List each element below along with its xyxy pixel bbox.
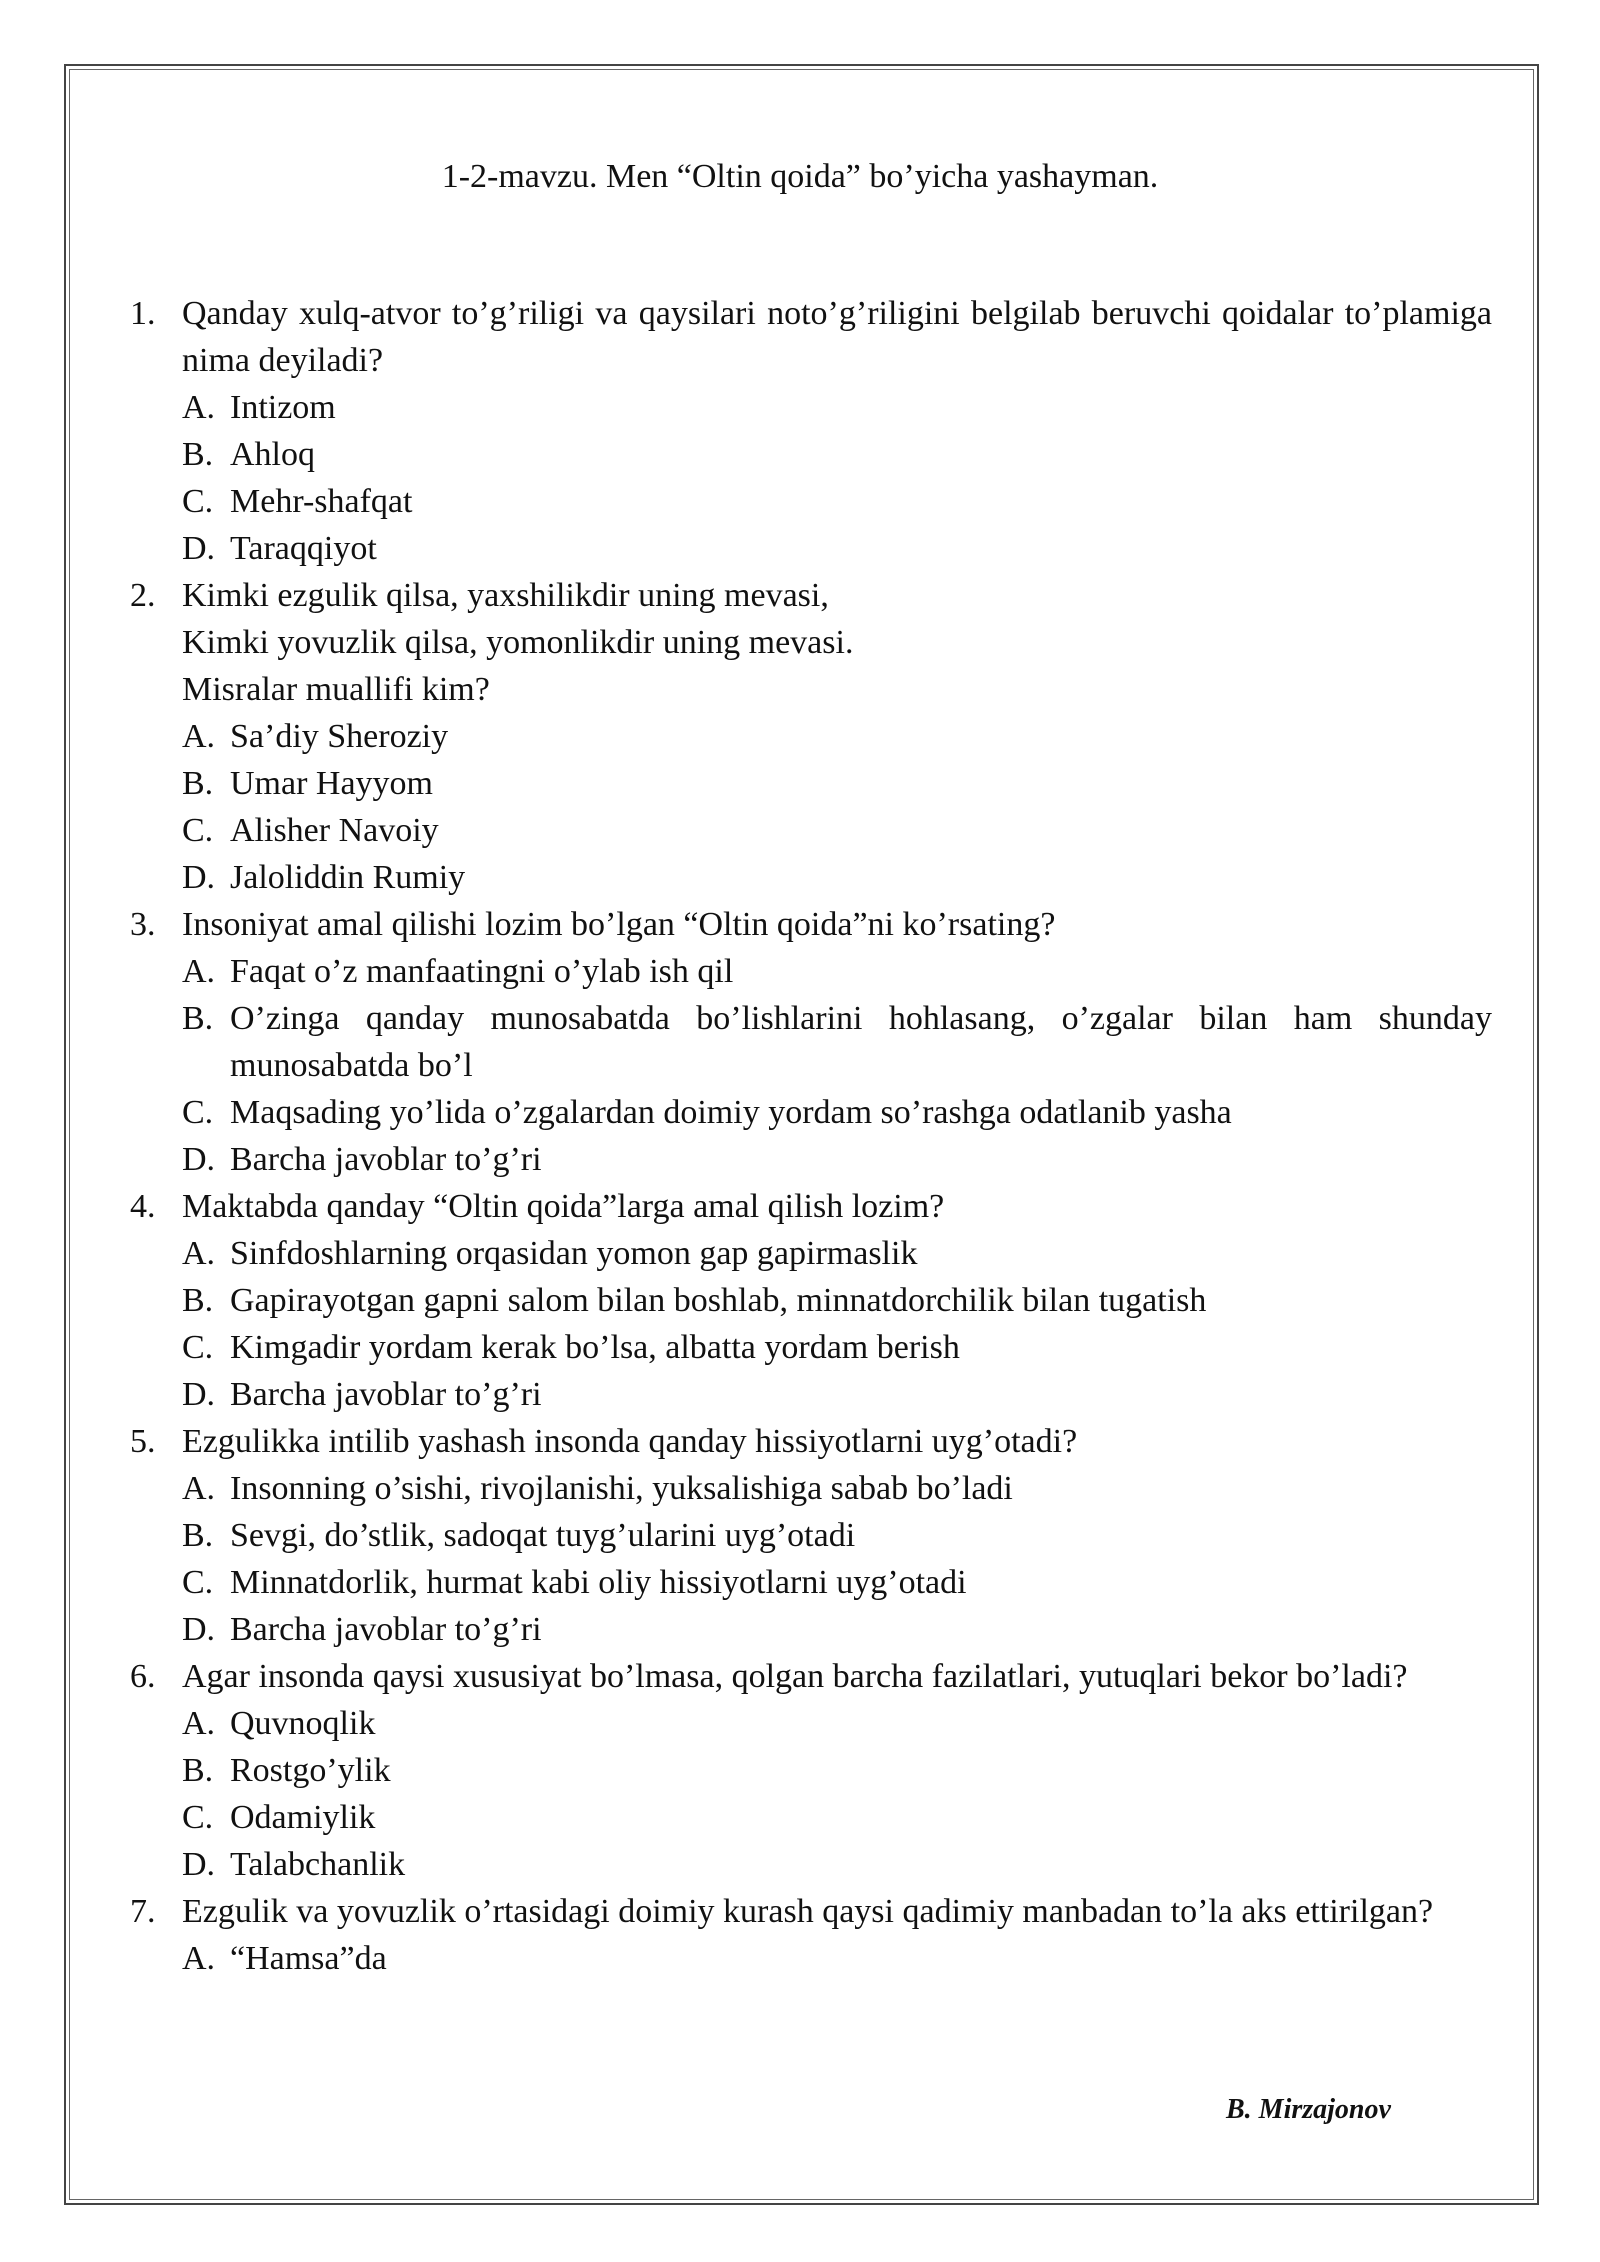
question-item — [130, 1418, 1492, 1653]
answer-option — [182, 1512, 1492, 1559]
option-text: Barcha javoblar to’g’ri — [230, 1141, 542, 1178]
option-text: Minnatdorlik, hurmat kabi oliy hissiyotlarni uyg’otadi — [230, 1564, 967, 1601]
option-letter: A. — [182, 1470, 216, 1507]
option-letter: C. — [182, 1329, 214, 1366]
question-text — [182, 1653, 1492, 1700]
answer-options — [182, 1465, 1492, 1653]
option-text: Insonning o’sishi, rivojlanishi, yuksalishiga sabab bo’ladi — [230, 1470, 1013, 1507]
answer-option — [182, 995, 1492, 1089]
option-letter: B. — [182, 765, 214, 802]
question-text — [182, 290, 1492, 384]
option-letter: D. — [182, 1611, 216, 1648]
option-text: Quvnoqlik — [230, 1705, 376, 1742]
option-text: Maqsading yo’lida o’zgalardan doimiy yordam so’rashga odatlanib yasha — [230, 1094, 1232, 1131]
option-text: Odamiylik — [230, 1799, 376, 1836]
question-line: Ezgulikka intilib yashash insonda qanday hissiyotlarni uyg’otadi? — [182, 1423, 1078, 1460]
question-number: 7. — [130, 1893, 156, 1930]
question-line: Maktabda qanday “Oltin qoida”larga amal qilish lozim? — [182, 1188, 945, 1225]
answer-options — [182, 948, 1492, 1183]
option-text: Faqat o’z manfaatingni o’ylab ish qil — [230, 953, 734, 990]
option-letter: C. — [182, 812, 214, 849]
option-text: Intizom — [230, 389, 336, 426]
answer-options — [182, 1700, 1492, 1888]
answer-options — [182, 1935, 1492, 1982]
question-list — [130, 290, 1492, 1982]
answer-option — [182, 1700, 1492, 1747]
option-text: O’zinga qanday munosabatda bo’lishlarini hohlasang, o’zgalar bilan ham shunday munosabatda bo’l — [230, 1000, 1492, 1084]
option-text: Talabchanlik — [230, 1846, 406, 1883]
question-text — [182, 1418, 1492, 1465]
option-letter: C. — [182, 1094, 214, 1131]
option-text: Sa’diy Sheroziy — [230, 718, 449, 755]
answer-option — [182, 1089, 1492, 1136]
question-text — [182, 901, 1492, 948]
option-letter: A. — [182, 1235, 216, 1272]
question-number: 3. — [130, 906, 156, 943]
question-number: 2. — [130, 577, 156, 614]
question-number: 1. — [130, 295, 156, 332]
option-letter: B. — [182, 1517, 214, 1554]
question-number: 5. — [130, 1423, 156, 1460]
question-item — [130, 290, 1492, 572]
option-text: Jaloliddin Rumiy — [230, 859, 466, 896]
option-letter: A. — [182, 1940, 216, 1977]
question-text — [182, 1183, 1492, 1230]
option-text: Kimgadir yordam kerak bo’lsa, albatta yordam berish — [230, 1329, 960, 1366]
option-text: Mehr-shafqat — [230, 483, 413, 520]
option-letter: B. — [182, 1000, 214, 1037]
answer-option — [182, 478, 1492, 525]
question-line: Agar insonda qaysi xususiyat bo’lmasa, qolgan barcha fazilatlari, yutuqlari bekor bo’ladi? — [182, 1658, 1408, 1695]
option-letter: D. — [182, 530, 216, 567]
option-text: Gapirayotgan gapni salom bilan boshlab, minnatdorchilik bilan tugatish — [230, 1282, 1207, 1319]
option-letter: D. — [182, 859, 216, 896]
answer-option — [182, 1371, 1492, 1418]
answer-option — [182, 1136, 1492, 1183]
answer-option — [182, 1935, 1492, 1982]
answer-options — [182, 384, 1492, 572]
answer-options — [182, 1230, 1492, 1418]
answer-option — [182, 1841, 1492, 1888]
question-number: 4. — [130, 1188, 156, 1225]
answer-option — [182, 1324, 1492, 1371]
answer-option — [182, 1747, 1492, 1794]
question-line: Kimki yovuzlik qilsa, yomonlikdir uning mevasi. — [182, 624, 854, 661]
question-line: Kimki ezgulik qilsa, yaxshilikdir uning mevasi, — [182, 577, 829, 614]
option-letter: C. — [182, 1799, 214, 1836]
option-letter: A. — [182, 953, 216, 990]
answer-option — [182, 1465, 1492, 1512]
answer-option — [182, 948, 1492, 995]
option-text: Barcha javoblar to’g’ri — [230, 1611, 542, 1648]
option-text: Taraqqiyot — [230, 530, 377, 567]
answer-option — [182, 1794, 1492, 1841]
option-letter: C. — [182, 483, 214, 520]
option-letter: A. — [182, 389, 216, 426]
option-letter: A. — [182, 718, 216, 755]
answer-option — [182, 1230, 1492, 1277]
answer-option — [182, 1277, 1492, 1324]
question-item — [130, 1183, 1492, 1418]
author-signature: B. Mirzajonov — [1226, 2094, 1391, 2125]
answer-option — [182, 384, 1492, 431]
question-line: Insoniyat amal qilishi lozim bo’lgan “Oltin qoida”ni ko’rsating? — [182, 906, 1056, 943]
option-text: Umar Hayyom — [230, 765, 434, 802]
answer-option — [182, 807, 1492, 854]
option-text: “Hamsa”da — [230, 1940, 387, 1977]
answer-option — [182, 1606, 1492, 1653]
question-number: 6. — [130, 1658, 156, 1695]
option-text: Ahloq — [230, 436, 315, 473]
page-title: 1-2-mavzu. Men “Oltin qoida” bo’yicha yashayman. — [441, 158, 1159, 195]
question-item — [130, 572, 1492, 901]
answer-option — [182, 854, 1492, 901]
question-text — [182, 572, 1492, 713]
option-letter: B. — [182, 1282, 214, 1319]
option-text: Rostgo’ylik — [230, 1752, 391, 1789]
option-letter: D. — [182, 1846, 216, 1883]
option-letter: A. — [182, 1705, 216, 1742]
question-line: Ezgulik va yovuzlik o’rtasidagi doimiy kurash qaysi qadimiy manbadan to’la aks ettirilgan? — [182, 1893, 1434, 1930]
option-text: Sevgi, do’stlik, sadoqat tuyg’ularini uyg’otadi — [230, 1517, 856, 1554]
option-text: Alisher Navoiy — [230, 812, 439, 849]
option-text: Sinfdoshlarning orqasidan yomon gap gapirmaslik — [230, 1235, 918, 1272]
question-line: Misralar muallifi kim? — [182, 671, 490, 708]
answer-option — [182, 760, 1492, 807]
question-text — [182, 1888, 1492, 1935]
question-item — [130, 1653, 1492, 1888]
answer-option — [182, 713, 1492, 760]
option-letter: D. — [182, 1141, 216, 1178]
option-letter: B. — [182, 1752, 214, 1789]
option-letter: D. — [182, 1376, 216, 1413]
option-letter: C. — [182, 1564, 214, 1601]
question-item — [130, 901, 1492, 1183]
question-item — [130, 1888, 1492, 1982]
answer-options — [182, 713, 1492, 901]
answer-option — [182, 1559, 1492, 1606]
option-letter: B. — [182, 436, 214, 473]
option-text: Barcha javoblar to’g’ri — [230, 1376, 542, 1413]
question-line: Qanday xulq-atvor to’g’riligi va qaysilari noto’g’riligini belgilab beruvchi qoidalar to’plamiga nima deyiladi? — [182, 295, 1492, 379]
answer-option — [182, 525, 1492, 572]
answer-option — [182, 431, 1492, 478]
